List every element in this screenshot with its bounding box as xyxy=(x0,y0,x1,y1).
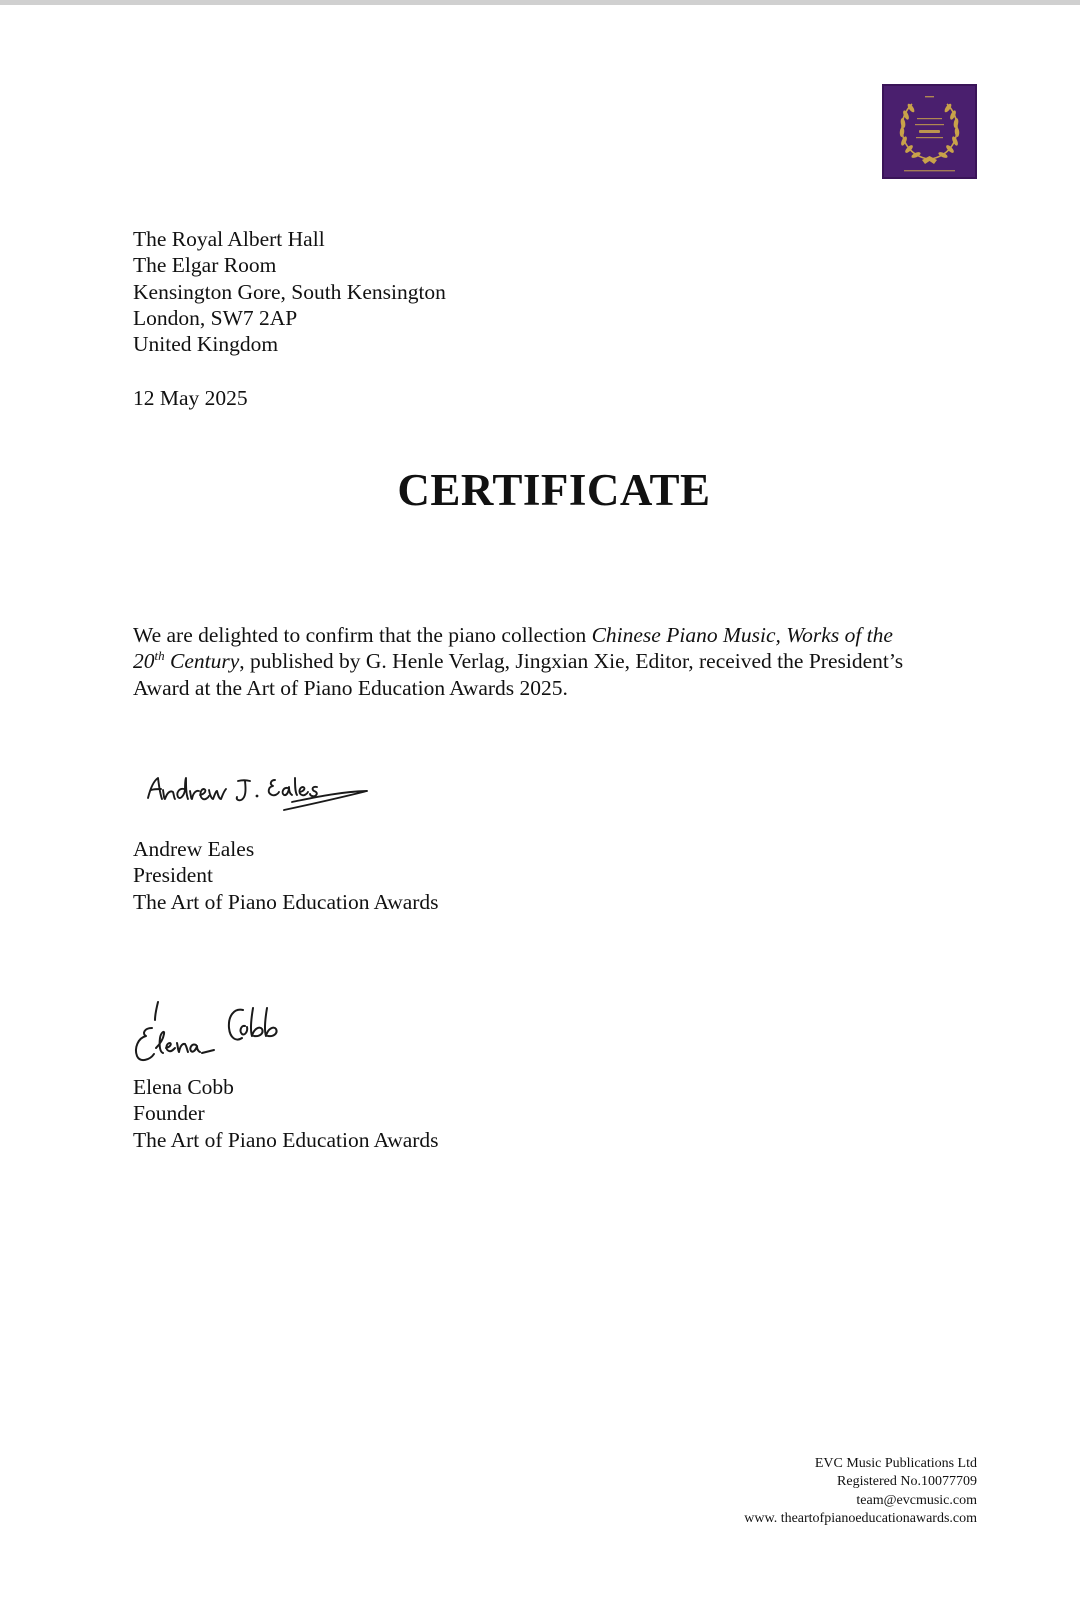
signatory-organization: The Art of Piano Education Awards xyxy=(133,889,439,914)
signatory-name: Andrew Eales xyxy=(133,837,255,861)
laurel-wreath-logo-icon xyxy=(882,84,977,179)
signatory-role: Founder xyxy=(133,1101,205,1126)
letter-date: 12 May 2025 xyxy=(133,386,248,410)
footer-registration: Registered No.10077709 xyxy=(837,1474,977,1490)
signatory-elena-cobb xyxy=(133,1074,439,1153)
body-line: Award at the Art of Piano Education Awards 2025. xyxy=(133,675,568,700)
body-line xyxy=(133,622,973,648)
collection-title-word: Century xyxy=(164,649,240,674)
handwritten-signature-icon xyxy=(142,772,382,830)
venue-address xyxy=(133,226,446,357)
collection-title-part: Chinese Piano Music, Works of the xyxy=(591,623,893,647)
body-line xyxy=(133,648,973,674)
handwritten-signature-icon xyxy=(130,998,310,1066)
signatory-andrew-eales xyxy=(133,836,439,915)
signatory-name: Elena Cobb xyxy=(133,1075,234,1099)
andrew-eales-signature xyxy=(142,772,382,830)
company-footer xyxy=(744,1455,977,1528)
address-line: Kensington Gore, South Kensington xyxy=(133,279,446,304)
address-line: The Royal Albert Hall xyxy=(133,227,325,251)
elena-cobb-signature xyxy=(130,998,310,1066)
footer-email: team@evcmusic.com xyxy=(856,1492,977,1508)
awards-logo xyxy=(882,84,977,179)
certificate-body xyxy=(133,622,973,701)
signatory-organization: The Art of Piano Education Awards xyxy=(133,1127,439,1152)
footer-company: EVC Music Publications Ltd xyxy=(814,1456,977,1471)
page-top-edge xyxy=(0,0,1080,5)
body-text-part: We are delighted to confirm that the piano collection xyxy=(133,623,592,647)
certificate-title: CERTIFICATE xyxy=(397,465,711,515)
address-line: The Elgar Room xyxy=(133,253,277,278)
collection-title-number: 20 xyxy=(133,649,155,674)
address-line: United Kingdom xyxy=(133,332,279,357)
ordinal-superscript: th xyxy=(154,648,165,664)
footer-website: www. theartofpianoeducationawards.com xyxy=(744,1510,977,1526)
body-text-part: , published by G. Henle Verlag, Jingxian Xie, Editor, received the President’s xyxy=(239,649,904,674)
address-line: London, SW7 2AP xyxy=(133,305,298,330)
signatory-role: President xyxy=(133,863,214,888)
collection-title-part xyxy=(133,649,239,673)
